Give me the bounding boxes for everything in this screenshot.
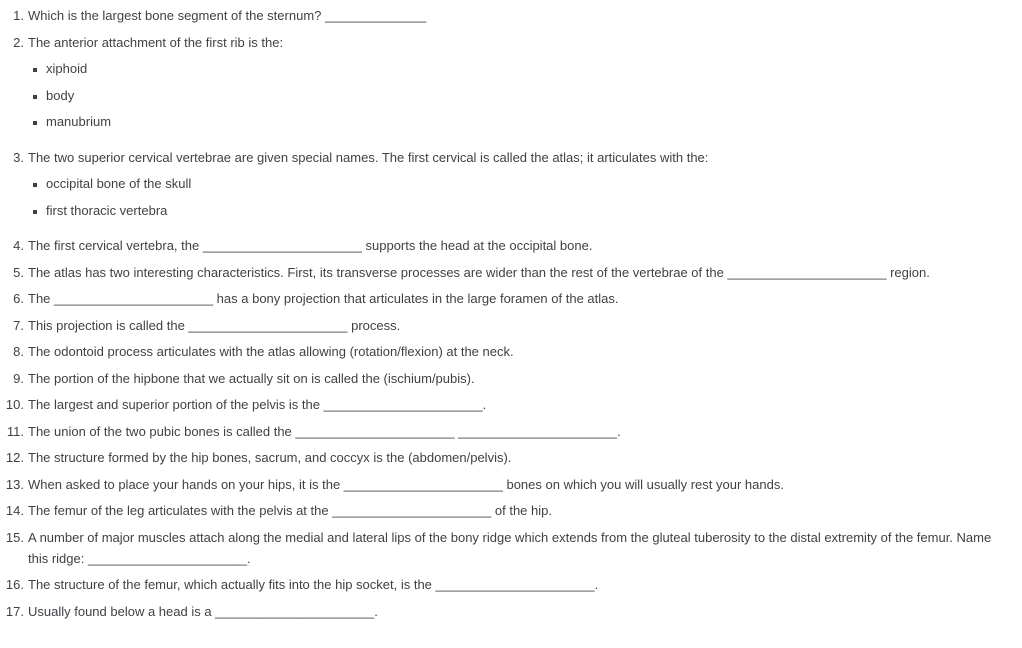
question-item bbox=[0, 574, 1014, 595]
question-text: The anterior attachment of the first rib is the: bbox=[28, 34, 284, 50]
question-number: 10. bbox=[5, 397, 24, 412]
bullet-square-icon bbox=[33, 183, 37, 187]
question-number: 8. bbox=[13, 344, 24, 359]
question-number: 11. bbox=[6, 423, 24, 439]
question-number: 6. bbox=[13, 291, 24, 306]
question-number: 9. bbox=[13, 370, 24, 386]
bullet-text: manubrium bbox=[46, 114, 112, 129]
question-text: When asked to place your hands on your hips, it is the ______________________ bones on which you will usually rest your hands. bbox=[28, 476, 784, 492]
question-item bbox=[0, 315, 1014, 336]
question-item bbox=[0, 235, 1014, 256]
question-item bbox=[0, 394, 1014, 415]
question-item bbox=[0, 601, 1014, 622]
question-item bbox=[0, 474, 1014, 495]
bullet-text: occipital bone of the skull bbox=[46, 176, 192, 191]
question-text: Usually found below a head is a ______________________. bbox=[28, 603, 378, 619]
question-item bbox=[0, 421, 1014, 442]
question-text: The structure of the femur, which actually fits into the hip socket, is the ______________________. bbox=[28, 577, 599, 592]
question-item bbox=[0, 5, 1014, 26]
question-number: 3. bbox=[13, 149, 24, 165]
bullet-list bbox=[28, 58, 1014, 141]
question-number: 14. bbox=[5, 503, 24, 518]
list-item bbox=[28, 173, 1014, 194]
question-text: The two superior cervical vertebrae are given special names. The first cervical is called the atlas; it articulates with the: bbox=[28, 149, 709, 165]
question-item bbox=[0, 368, 1014, 389]
question-number: 17. bbox=[5, 603, 24, 619]
question-text: The odontoid process articulates with the atlas allowing (rotation/flexion) at the neck. bbox=[28, 344, 514, 359]
question-text: The portion of the hipbone that we actually sit on is called the (ischium/pubis). bbox=[28, 370, 475, 386]
bullet-square-icon bbox=[33, 210, 37, 214]
question-number: 16. bbox=[5, 577, 24, 592]
bullet-square-icon bbox=[33, 68, 37, 72]
bullet-square-icon bbox=[33, 121, 37, 125]
question-text: The union of the two pubic bones is called the ______________________ ______________________. bbox=[28, 423, 621, 439]
question-number: 15. bbox=[5, 529, 24, 545]
bullet-list bbox=[28, 173, 1014, 230]
question-text: The structure formed by the hip bones, sacrum, and coccyx is the (abdomen/pelvis). bbox=[28, 450, 512, 465]
bullet-text: body bbox=[46, 87, 75, 103]
bullet-square-icon bbox=[33, 95, 37, 99]
question-text: The largest and superior portion of the pelvis is the ______________________. bbox=[28, 397, 487, 412]
question-item bbox=[0, 262, 1014, 283]
question-item bbox=[0, 288, 1014, 309]
question-number: 7. bbox=[13, 317, 24, 333]
question-text: The first cervical vertebra, the ______________________ supports the head at the occipital bone. bbox=[28, 238, 593, 253]
question-number: 4. bbox=[13, 238, 24, 253]
question-item bbox=[0, 500, 1014, 521]
bullet-text: first thoracic vertebra bbox=[46, 202, 168, 218]
bullet-text: xiphoid bbox=[46, 61, 88, 76]
list-item bbox=[28, 85, 1014, 106]
question-number: 12. bbox=[5, 450, 24, 465]
question-text: The atlas has two interesting characteristics. First, its transverse processes are wider than the rest of the vertebrae of the ______________________ region. bbox=[28, 264, 930, 280]
question-number: 1. bbox=[13, 8, 24, 23]
list-item bbox=[28, 200, 1014, 221]
question-item bbox=[0, 527, 1014, 569]
question-number: 2. bbox=[13, 34, 24, 50]
question-item bbox=[0, 341, 1014, 362]
question-text: This projection is called the ______________________ process. bbox=[28, 317, 401, 333]
question-text: Which is the largest bone segment of the sternum? ______________ bbox=[28, 8, 427, 23]
question-number: 5. bbox=[13, 264, 24, 280]
question-text: The femur of the leg articulates with the pelvis at the ______________________ of the hip. bbox=[28, 503, 552, 518]
question-text: The ______________________ has a bony projection that articulates in the large foramen of the atlas. bbox=[28, 291, 619, 306]
question-number: 13. bbox=[5, 476, 24, 492]
question-item bbox=[0, 447, 1014, 468]
question-item bbox=[0, 147, 1014, 230]
list-item bbox=[28, 111, 1014, 132]
question-text: A number of major muscles attach along the medial and lateral lips of the bony ridge which extends from the gluteal tuberosity to the distal extremity of the femur. Name this ridge: ______________________. bbox=[28, 529, 992, 566]
question-item bbox=[0, 32, 1014, 142]
list-item bbox=[28, 58, 1014, 79]
